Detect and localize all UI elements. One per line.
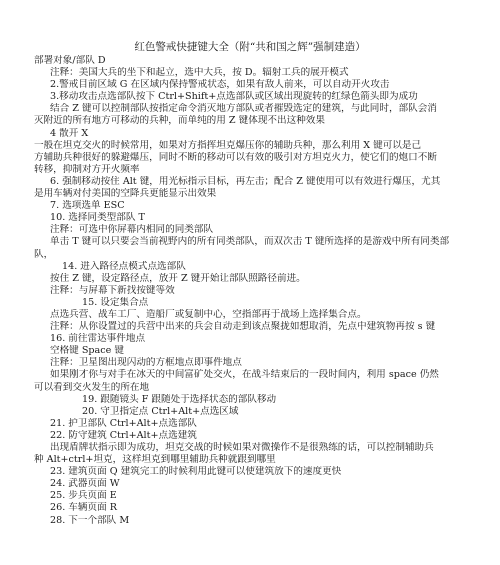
text-line: 4 散开 X [50, 127, 89, 139]
text-line: 按住 Z 键，设定路径点，放开 Z 键开始让部队照路径前进。 [50, 272, 306, 284]
text-line: 注释：卫星图出现闪动的方框地点即事件地点 [50, 357, 242, 369]
document-body [34, 55, 490, 527]
text-line: 空格键 Space 键 [50, 345, 124, 357]
text-line: 单击 T 键可以只要会当前视野内的所有同类部队，而双次击 T 键所选择的是游戏中所有同类部 [50, 236, 450, 248]
text-line: 26. 车辆页面 R [50, 502, 117, 514]
text-line: 一般在坦克交火的时候常用，如果对方指挥坦克爆压你的辅助兵种，那么利用 X 键可以是己 [34, 139, 422, 151]
text-line: 14. 进入路径点模式点选部队 [62, 260, 186, 272]
text-line: 10. 选择同类型部队 T [50, 212, 145, 224]
document-title: 红色警戒快捷键大全（附“共和国之辉”强制建造） [134, 41, 366, 53]
text-line: 19. 跟随镜头 F 跟随处于选择状态的部队移动 [82, 393, 277, 405]
text-line: 2.警戒目前区域 G 在区域内保持警戒状态，如果有敌人前来，可以自动开火攻击 [50, 79, 390, 91]
text-line: 点选兵营、战车工厂、造船厂或复制中心，空指部再于战场上选择集合点。 [50, 308, 367, 320]
text-line: 7. 选项选单 ESC [50, 200, 125, 212]
text-line: 16. 前往雷达事件地点 [50, 333, 146, 345]
text-line: 注释：美国大兵的坐下和起立，选中大兵，按 D。辐射工兵的展开模式 [50, 67, 349, 79]
text-line: 是用车辆对付美国的空降兵更能显示出效果 [34, 188, 217, 200]
text-line: 注释：与屏幕下新找按键等效 [50, 284, 175, 296]
text-line: 24. 武器页面 W [50, 478, 120, 490]
text-line: 种 Alt+ctrl+坦克，这样坦克到哪里辅助兵种就跟到哪里 [34, 454, 276, 466]
text-line: 转移，抑制对方开火频率 [34, 163, 140, 175]
text-line: 出现盾牌状指示即为成功，坦克交战的时候如果对微操作不是很熟练的话，可以控制辅助兵 [50, 442, 434, 453]
text-line: 结合 Z 键可以控制部队按指定命令消灭地方部队或者摧毁选定的建筑，与此同时，部队会消 [50, 103, 437, 115]
text-line: 6. 强制移动按住 Alt 键，用光标指示目标，再左击；配合 Z 键使用可以有效进行爆压，尤其 [50, 175, 441, 187]
text-line: 可以看到交火发生的所在地 [34, 381, 150, 393]
text-line: 方辅助兵种很好的躲避爆压，同时不断的移动可以有效的吸引对方坦克火力，使它们的炮口不断 [34, 151, 437, 163]
text-line: 22. 防守建筑 Ctrl+Alt+点选建筑 [50, 429, 197, 441]
text-line: 23. 建筑页面 Q 建筑完工的时候利用此键可以使建筑放下的速度更快 [50, 466, 342, 478]
text-line: 如果刚才你与对手在冰天的中间富矿处交火，在战斗结束后的一段时间内，利用 space 仍然 [50, 369, 439, 381]
text-line: 灭附近的所有地方可移动的兵种，而单纯的用 Z 键体现不出这种效果 [34, 115, 325, 127]
text-line: 部署对象/部队 D [34, 55, 106, 66]
text-line: 15. 设定集合点 [82, 296, 149, 308]
text-line: 队， [34, 248, 54, 260]
text-line: 3.移动攻击点选部队按下 Ctrl+Shift+点选部队或区域出现旋转的红绿色箭头即为成功 [50, 91, 418, 103]
text-line: 注释：可选中你屏幕内相同的同类部队 [50, 224, 214, 236]
text-line: 28. 下一个部队 M [50, 514, 130, 526]
text-line: 21. 护卫部队 Ctrl+Alt+点选部队 [50, 417, 197, 429]
text-line: 注释：从你设置过的兵营中出来的兵会自动走到该点聚拢如想取消，先点中建筑物再按 s 键 [50, 321, 436, 333]
text-line: 20. 守卫指定点 Ctrl+Alt+点选区域 [82, 405, 239, 417]
text-line: 25. 步兵页面 E [50, 490, 117, 502]
